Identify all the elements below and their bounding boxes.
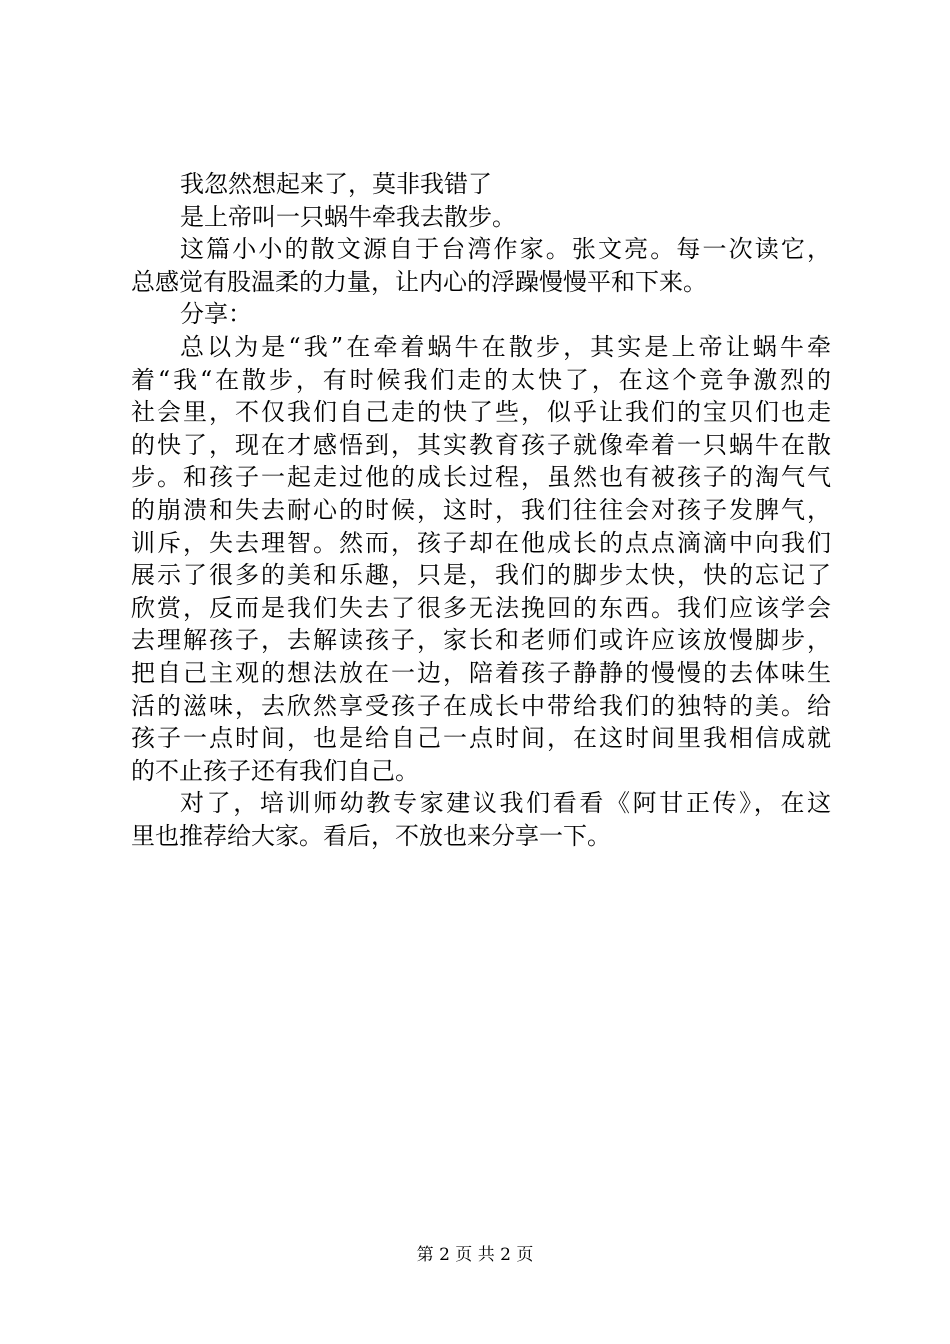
- text-line: 是上帝叫一只蜗牛牵我去散步。: [180, 202, 516, 231]
- page-footer: [0, 1240, 950, 1265]
- text-line: 社会里，不仅我们自己走的快了些，似乎让我们的宝贝们也走: [131, 398, 831, 427]
- text-line: 的崩溃和失去耐心的时候，这时，我们往往会对孩子发脾气，: [131, 495, 831, 524]
- text-line: 里也推荐给大家。看后，不放也来分享一下。: [131, 821, 611, 850]
- text-line: 我忽然想起来了，莫非我错了: [180, 170, 492, 198]
- text-line: 步。和孩子一起走过他的成长过程，虽然也有被孩子的淘气气: [131, 463, 831, 492]
- text-line: 孩子一点时间，也是给自己一点时间，在这时间里我相信成就: [131, 724, 831, 753]
- text-line: 活的滋味，去欣然享受孩子在成长中带给我们的独特的美。给: [131, 691, 831, 720]
- text-line: 总感觉有股温柔的力量，让内心的浮躁慢慢平和下来。: [131, 267, 707, 296]
- text-line: 展示了很多的美和乐趣，只是，我们的脚步太快，快的忘记了: [131, 561, 831, 590]
- text-line: 把自己主观的想法放在一边，陪着孩子静静的慢慢的去体味生: [131, 658, 831, 687]
- text-line: 去理解孩子，去解读孩子，家长和老师们或许应该放慢脚步，: [131, 626, 831, 655]
- text-line: 训斥，失去理智。然而，孩子却在他成长的点点滴滴中向我们: [131, 528, 831, 557]
- text-line: 欣赏，反而是我们失去了很多无法挽回的东西。我们应该学会: [131, 593, 831, 622]
- section-heading: 分享：: [180, 300, 252, 329]
- text-line: 总以为是“我”在牵着蜗牛在散步，其实是上帝让蜗牛牵: [180, 332, 831, 361]
- page-number-label: 第 2 页 共 2 页: [416, 1245, 534, 1265]
- document-body: [131, 168, 831, 852]
- text-line: 对了，培训师幼教专家建议我们看看《阿甘正传》，在这: [180, 789, 831, 818]
- text-line: 着“我“在散步，有时候我们走的太快了，在这个竞争激烈的: [131, 365, 831, 394]
- text-line: 的不止孩子还有我们自己。: [131, 756, 419, 785]
- text-line: 的快了，现在才感悟到，其实教育孩子就像牵着一只蜗牛在散: [131, 430, 831, 459]
- text-line: 这篇小小的散文源自于台湾作家。张文亮。每一次读它，: [180, 235, 831, 264]
